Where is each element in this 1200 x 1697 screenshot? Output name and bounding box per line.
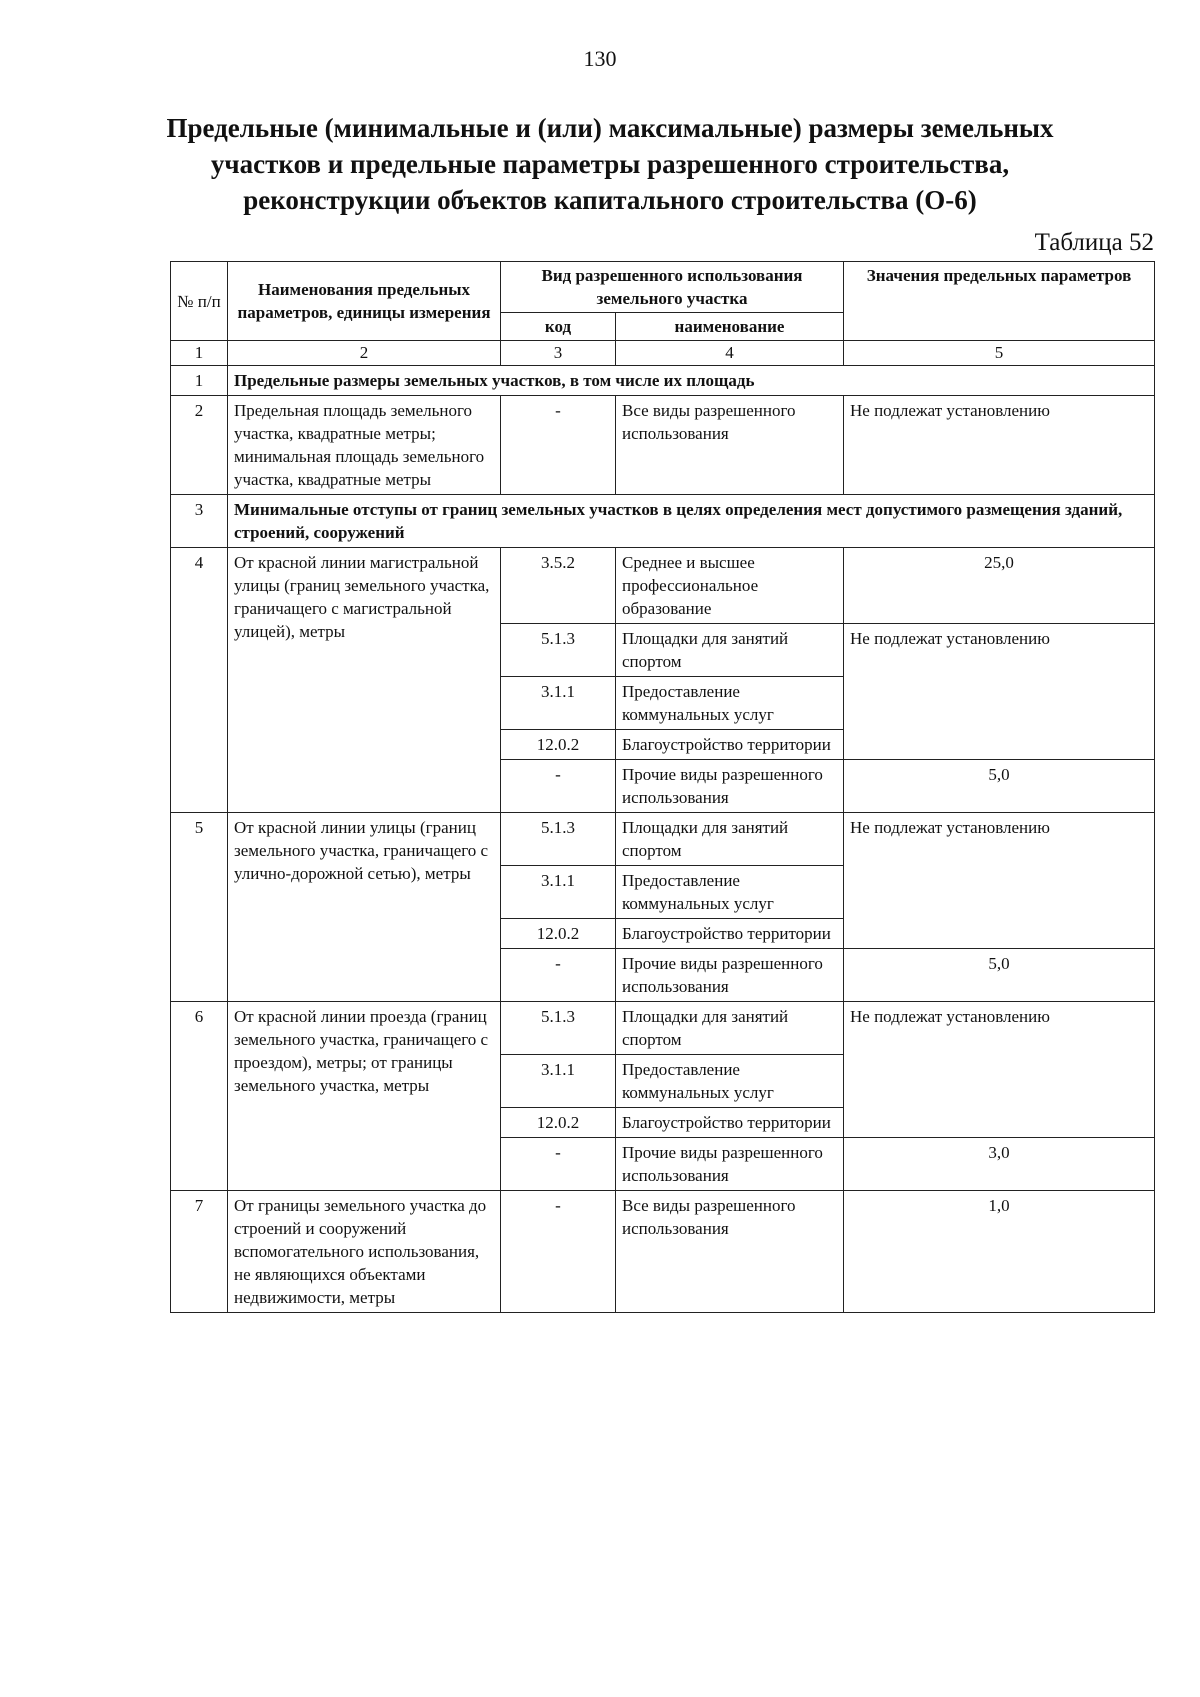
use-name: Благоустройство территории	[616, 919, 844, 949]
header-use-name: наименование	[616, 313, 844, 341]
table-row-7	[171, 1191, 1155, 1313]
row-number: 4	[171, 548, 228, 813]
use-name: Площадки для занятий спортом	[616, 624, 844, 677]
parameter-name: От границы земельного участка до строений и сооружений вспомогательного использования, не являющихся объектами недвижимости, метры	[228, 1191, 501, 1313]
use-name: Благоустройство территории	[616, 730, 844, 760]
use-code: -	[501, 1191, 616, 1313]
header-value: Значения предельных параметров	[844, 262, 1155, 341]
parameter-value: Не подлежат установлению	[844, 1002, 1155, 1138]
row-number: 2	[171, 396, 228, 495]
use-code: 5.1.3	[501, 813, 616, 866]
column-number: 5	[844, 341, 1155, 366]
use-code: -	[501, 760, 616, 813]
row-number: 5	[171, 813, 228, 1002]
use-code: 5.1.3	[501, 624, 616, 677]
use-name: Прочие виды разрешенного использования	[616, 1138, 844, 1191]
title-line: Предельные (минимальные и (или) максимальные) размеры земельных	[166, 113, 1054, 143]
row-number: 7	[171, 1191, 228, 1313]
use-code: 3.1.1	[501, 1055, 616, 1108]
use-name: Среднее и высшее профессиональное образование	[616, 548, 844, 624]
section-title: Минимальные отступы от границ земельных участков в целях определения мест допустимого размещения зданий, строений, сооружений	[228, 495, 1155, 548]
table-header-row	[171, 262, 1155, 313]
table-row-6	[171, 1002, 1155, 1055]
use-code: 5.1.3	[501, 1002, 616, 1055]
table-row-4	[171, 548, 1155, 624]
use-code: 3.1.1	[501, 677, 616, 730]
header-name: Наименования предельных параметров, единицы измерения	[228, 262, 501, 341]
use-code: 12.0.2	[501, 919, 616, 949]
section-row-3	[171, 495, 1155, 548]
use-code: 3.5.2	[501, 548, 616, 624]
column-number: 3	[501, 341, 616, 366]
section-title: Предельные размеры земельных участков, в том числе их площадь	[228, 366, 1155, 396]
use-name: Все виды разрешенного использования	[616, 396, 844, 495]
use-name: Прочие виды разрешенного использования	[616, 760, 844, 813]
use-name: Площадки для занятий спортом	[616, 813, 844, 866]
parameter-value: 5,0	[844, 760, 1155, 813]
use-name: Благоустройство территории	[616, 1108, 844, 1138]
parameter-name: От красной линии проезда (границ земельного участка, граничащего с проездом), метры; от границы земельного участка, метры	[228, 1002, 501, 1191]
use-name: Предоставление коммунальных услуг	[616, 677, 844, 730]
use-name: Предоставление коммунальных услуг	[616, 866, 844, 919]
use-name: Прочие виды разрешенного использования	[616, 949, 844, 1002]
parameter-value: 25,0	[844, 548, 1155, 624]
use-code: -	[501, 1138, 616, 1191]
parameter-value: 5,0	[844, 949, 1155, 1002]
table-row-2	[171, 396, 1155, 495]
row-number: 6	[171, 1002, 228, 1191]
parameter-name: От красной линии улицы (границ земельного участка, граничащего с улично-дорожной сетью), метры	[228, 813, 501, 1002]
use-code: 12.0.2	[501, 1108, 616, 1138]
parameter-name: Предельная площадь земельного участка, квадратные метры; минимальная площадь земельного участка, квадратные метры	[228, 396, 501, 495]
parameter-value: Не подлежат установлению	[844, 624, 1155, 760]
document-title	[150, 110, 1070, 218]
row-number: 1	[171, 366, 228, 396]
parameter-value: Не подлежат установлению	[844, 813, 1155, 949]
use-code: -	[501, 949, 616, 1002]
parameter-name: От красной линии магистральной улицы (границ земельного участка, граничащего с магистральной улицей), метры	[228, 548, 501, 813]
table-row-5	[171, 813, 1155, 866]
parameters-table	[170, 261, 1155, 1313]
header-use-type: Вид разрешенного использования земельного участка	[501, 262, 844, 313]
title-line: реконструкции объектов капитального строительства (О-6)	[243, 185, 977, 215]
column-numbers-row	[171, 341, 1155, 366]
use-code: -	[501, 396, 616, 495]
use-name: Все виды разрешенного использования	[616, 1191, 844, 1313]
table-label: Таблица 52	[1034, 229, 1154, 256]
column-number: 4	[616, 341, 844, 366]
column-number: 1	[171, 341, 228, 366]
parameter-value: 1,0	[844, 1191, 1155, 1313]
section-row-1	[171, 366, 1155, 396]
row-number: 3	[171, 495, 228, 548]
use-code: 12.0.2	[501, 730, 616, 760]
parameter-value: 3,0	[844, 1138, 1155, 1191]
page-number: 130	[583, 46, 617, 71]
title-line: участков и предельные параметры разрешенного строительства,	[210, 149, 1010, 179]
header-code: код	[501, 313, 616, 341]
parameter-value: Не подлежат установлению	[844, 396, 1155, 495]
column-number: 2	[228, 341, 501, 366]
header-num: № п/п	[171, 262, 228, 341]
use-code: 3.1.1	[501, 866, 616, 919]
use-name: Предоставление коммунальных услуг	[616, 1055, 844, 1108]
use-name: Площадки для занятий спортом	[616, 1002, 844, 1055]
